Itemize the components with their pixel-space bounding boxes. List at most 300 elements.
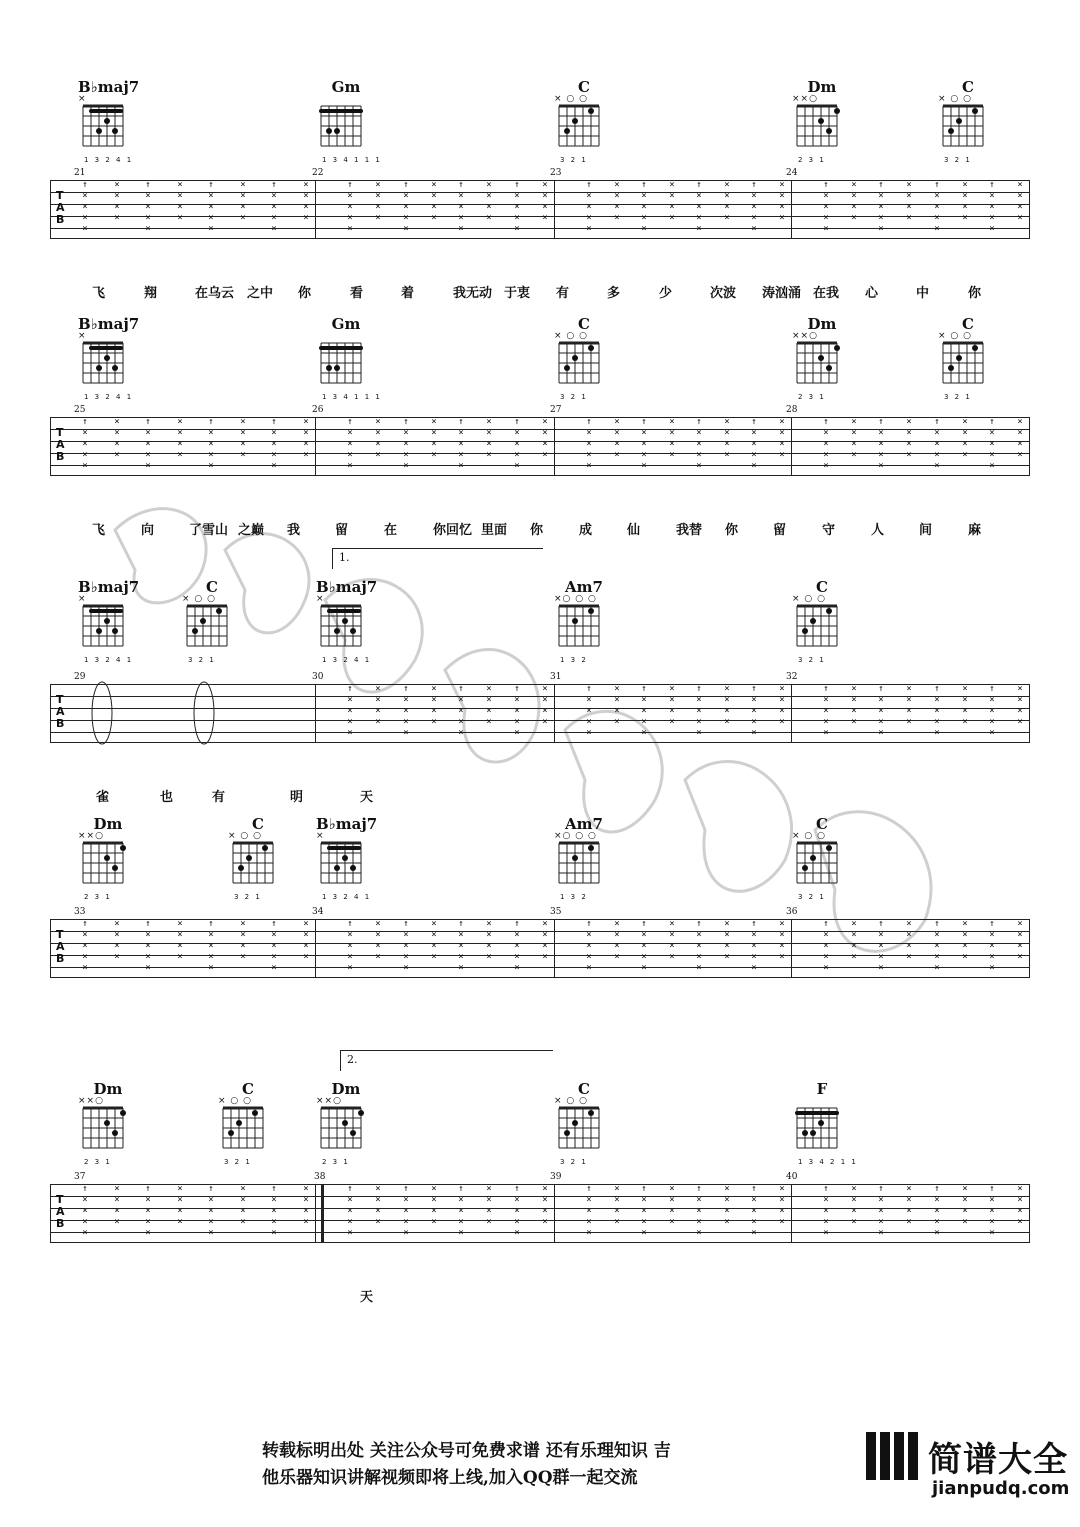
lyric-syllable: 飞 bbox=[92, 523, 106, 538]
strum-stroke: ↑ × × × × bbox=[586, 919, 592, 973]
strum-stroke: ↑ × × × × bbox=[751, 919, 757, 973]
chord-name: Am7 bbox=[565, 578, 603, 596]
lyric-syllable: 着 bbox=[401, 286, 415, 301]
strum-stroke: ↑ × × × × bbox=[403, 417, 409, 471]
chord-fretboard bbox=[184, 604, 230, 654]
ending-number: 2. bbox=[347, 1053, 358, 1066]
tab-clef-b: B bbox=[56, 952, 65, 965]
strum-stroke: × × × × bbox=[724, 180, 730, 223]
strum-stroke: × × × × bbox=[431, 684, 437, 727]
strum-stroke: ↑ × × × × bbox=[989, 1184, 995, 1238]
strum-stroke: ↑ × × × × bbox=[878, 1184, 884, 1238]
chord-fretboard bbox=[794, 841, 840, 891]
strum-stroke: ↑ × × × × bbox=[347, 684, 353, 738]
strum-stroke: ↑ × × × × bbox=[586, 417, 592, 471]
lyric-syllable: 有 bbox=[556, 286, 570, 301]
strum-stroke: × × × × bbox=[431, 1184, 437, 1227]
chord-mutes: × bbox=[316, 594, 325, 604]
lyric-syllable: 也 bbox=[160, 790, 174, 805]
lyric-syllable: 里面 bbox=[481, 523, 508, 538]
strum-stroke: × × × × bbox=[240, 1184, 246, 1227]
lyric-syllable: 麻 bbox=[968, 523, 982, 538]
chord-name: Dm bbox=[93, 815, 123, 833]
strum-stroke: × × × × bbox=[177, 417, 183, 460]
chord-mutes: ××○ bbox=[316, 1096, 342, 1106]
strum-stroke: ↑ × × × × bbox=[696, 919, 702, 973]
chord-fingering: 1 3 2 4 1 bbox=[84, 393, 134, 401]
strum-stroke: × × × × bbox=[851, 684, 857, 727]
chord-fretboard bbox=[318, 604, 364, 654]
tab-clef-a: A bbox=[56, 438, 65, 451]
bar-number: 22 bbox=[312, 168, 324, 178]
strum-stroke: × × × × bbox=[851, 1184, 857, 1227]
strum-stroke: × × × × bbox=[614, 417, 620, 460]
strum-stroke: ↑ × × × × bbox=[586, 1184, 592, 1238]
chord-name: Gm bbox=[331, 315, 361, 333]
chord-mutes: × bbox=[316, 831, 325, 841]
strum-stroke: ↑ × × × × bbox=[641, 684, 647, 738]
tab-clef-b: B bbox=[56, 450, 65, 463]
strum-stroke: ↑ × × × × bbox=[403, 684, 409, 738]
strum-stroke: × × × × bbox=[486, 417, 492, 460]
lyric-syllable: 留 bbox=[773, 523, 787, 538]
chord-mutes: × ○ ○ bbox=[228, 831, 262, 841]
chord-mutes: ×○ ○ ○ bbox=[554, 594, 597, 604]
tab-clef-a: A bbox=[56, 1205, 65, 1218]
strum-stroke: × × × × bbox=[779, 1184, 785, 1227]
chord-fingering: 3 2 1 bbox=[944, 156, 972, 164]
chord-mutes: × ○ ○ bbox=[938, 94, 972, 104]
tab-clef-b: B bbox=[56, 717, 65, 730]
strum-stroke: × × × × bbox=[303, 417, 309, 460]
lyric-syllable: 人 bbox=[871, 523, 885, 538]
strum-stroke: × × × × bbox=[240, 417, 246, 460]
strum-stroke: ↑ × × × × bbox=[145, 180, 151, 234]
lyric-syllable: 次波 bbox=[710, 286, 737, 301]
bar-number: 39 bbox=[550, 1172, 562, 1182]
lyric-syllable: 天 bbox=[360, 1290, 374, 1305]
strum-stroke: ↑ × × × × bbox=[271, 417, 277, 471]
chord-fingering: 3 2 1 bbox=[560, 1158, 588, 1166]
lyric-syllable: 向 bbox=[141, 523, 155, 538]
chord-fretboard bbox=[220, 1106, 266, 1156]
strum-stroke: × × × × bbox=[177, 919, 183, 962]
strum-stroke: ↑ × × × × bbox=[751, 417, 757, 471]
chord-fingering: 1 3 2 bbox=[560, 893, 588, 901]
chord-name: B♭maj7 bbox=[78, 315, 140, 333]
strum-stroke: × × × × bbox=[614, 180, 620, 223]
strum-stroke: × × × × bbox=[114, 180, 120, 223]
tab-clef-a: A bbox=[56, 705, 65, 718]
strum-stroke: ↑ × × × × bbox=[989, 684, 995, 738]
volta-ending bbox=[340, 1050, 553, 1071]
strum-stroke: ↑ × × × × bbox=[641, 1184, 647, 1238]
strum-stroke: × × × × bbox=[1017, 919, 1023, 962]
chord-mutes: ×○ ○ ○ bbox=[554, 831, 597, 841]
lyric-syllable: 中 bbox=[916, 286, 930, 301]
chord-fretboard bbox=[318, 1106, 364, 1156]
strum-stroke: × × × × bbox=[542, 1184, 548, 1227]
strum-stroke: × × × × bbox=[486, 684, 492, 727]
lyric-syllable: 间 bbox=[919, 523, 933, 538]
chord-fingering: 1 3 2 4 1 bbox=[84, 156, 134, 164]
tab-staff bbox=[50, 907, 1030, 977]
strum-stroke: ↑ × × × × bbox=[271, 1184, 277, 1238]
strum-stroke: ↑ × × × × bbox=[751, 1184, 757, 1238]
strum-stroke: ↑ × × × × bbox=[458, 417, 464, 471]
lyric-syllable: 你 bbox=[298, 286, 312, 301]
site-logo[interactable] bbox=[856, 1428, 1080, 1527]
lyric-syllable: 你 bbox=[530, 523, 544, 538]
chord-name: C bbox=[206, 578, 218, 596]
chord-fretboard bbox=[794, 104, 840, 154]
tab-clef-t: T bbox=[56, 928, 64, 941]
strum-stroke: × × × × bbox=[669, 684, 675, 727]
chord-name: F bbox=[816, 1080, 828, 1098]
strum-stroke: ↑ × × × × bbox=[514, 1184, 520, 1238]
chord-fingering: 2 3 1 bbox=[322, 1158, 350, 1166]
arpeggio-mark bbox=[192, 680, 216, 746]
strum-stroke: × × × × bbox=[1017, 684, 1023, 727]
strum-stroke: × × × × bbox=[375, 417, 381, 460]
chord-fingering: 2 3 1 bbox=[84, 893, 112, 901]
strum-stroke: × × × × bbox=[486, 180, 492, 223]
strum-stroke: ↑ × × × × bbox=[934, 417, 940, 471]
strum-stroke: × × × × bbox=[779, 919, 785, 962]
strum-stroke: ↑ × × × × bbox=[823, 1184, 829, 1238]
strum-stroke: × × × × bbox=[542, 180, 548, 223]
chord-mutes: × ○ ○ bbox=[554, 94, 588, 104]
lyric-syllable: 飞 bbox=[92, 286, 106, 301]
strum-stroke: ↑ × × × × bbox=[82, 1184, 88, 1238]
tab-clef-t: T bbox=[56, 426, 64, 439]
strum-stroke: × × × × bbox=[114, 417, 120, 460]
chord-fingering: 2 3 1 bbox=[798, 156, 826, 164]
strum-stroke: × × × × bbox=[375, 180, 381, 223]
chord-fretboard bbox=[318, 104, 364, 154]
chord-name: B♭maj7 bbox=[78, 78, 140, 96]
chord-fingering: 1 3 4 2 1 1 bbox=[798, 1158, 858, 1166]
tab-staff bbox=[50, 405, 1030, 475]
chord-fretboard bbox=[794, 341, 840, 391]
bar-number: 32 bbox=[786, 672, 798, 682]
strum-stroke: ↑ × × × × bbox=[403, 180, 409, 234]
strum-stroke: ↑ × × × × bbox=[823, 684, 829, 738]
chord-fingering: 2 3 1 bbox=[798, 393, 826, 401]
chord-mutes: ××○ bbox=[78, 831, 104, 841]
chord-mutes: × bbox=[78, 94, 87, 104]
chord-name: C bbox=[816, 578, 828, 596]
footer-notice bbox=[262, 1438, 912, 1492]
bar-number: 28 bbox=[786, 405, 798, 415]
strum-stroke: ↑ × × × × bbox=[641, 180, 647, 234]
lyric-syllable: 我替 bbox=[676, 523, 703, 538]
chord-fretboard bbox=[556, 104, 602, 154]
strum-stroke: ↑ × × × × bbox=[403, 919, 409, 973]
strum-stroke: ↑ × × × × bbox=[696, 684, 702, 738]
chord-fretboard bbox=[556, 841, 602, 891]
strum-stroke: × × × × bbox=[240, 180, 246, 223]
strum-stroke: ↑ × × × × bbox=[458, 684, 464, 738]
strum-stroke: ↑ × × × × bbox=[458, 180, 464, 234]
chord-fretboard bbox=[318, 841, 364, 891]
strum-stroke: ↑ × × × × bbox=[347, 180, 353, 234]
chord-name: C bbox=[578, 315, 590, 333]
chord-fretboard bbox=[318, 341, 364, 391]
strum-stroke: × × × × bbox=[303, 1184, 309, 1227]
strum-stroke: × × × × bbox=[724, 1184, 730, 1227]
strum-stroke: ↑ × × × × bbox=[82, 417, 88, 471]
bar-number: 40 bbox=[786, 1172, 798, 1182]
chord-name: C bbox=[578, 78, 590, 96]
chord-fretboard bbox=[556, 604, 602, 654]
bar-number: 26 bbox=[312, 405, 324, 415]
lyric-syllable: 心 bbox=[865, 286, 879, 301]
strum-stroke: × × × × bbox=[375, 919, 381, 962]
strum-stroke: × × × × bbox=[779, 684, 785, 727]
lyric-syllable: 之巅 bbox=[238, 523, 265, 538]
strum-stroke: ↑ × × × × bbox=[934, 919, 940, 973]
chord-name: Dm bbox=[331, 1080, 361, 1098]
bar-number: 38 bbox=[314, 1172, 326, 1182]
chord-mutes: × ○ ○ bbox=[792, 594, 826, 604]
strum-stroke: ↑ × × × × bbox=[145, 919, 151, 973]
strum-stroke: × × × × bbox=[177, 1184, 183, 1227]
chord-mutes: × ○ ○ bbox=[182, 594, 216, 604]
strum-stroke: ↑ × × × × bbox=[696, 180, 702, 234]
strum-stroke: × × × × bbox=[614, 1184, 620, 1227]
strum-stroke: ↑ × × × × bbox=[514, 919, 520, 973]
lyric-syllable: 在 bbox=[384, 523, 398, 538]
bar-number: 31 bbox=[550, 672, 562, 682]
strum-stroke: × × × × bbox=[669, 919, 675, 962]
strum-stroke: ↑ × × × × bbox=[934, 684, 940, 738]
strum-stroke: × × × × bbox=[177, 180, 183, 223]
chord-name: C bbox=[252, 815, 264, 833]
strum-stroke: × × × × bbox=[724, 417, 730, 460]
strum-stroke: × × × × bbox=[906, 417, 912, 460]
strum-stroke: ↑ × × × × bbox=[208, 417, 214, 471]
tab-staff bbox=[50, 168, 1030, 238]
bar-number: 34 bbox=[312, 907, 324, 917]
chord-mutes: × ○ ○ bbox=[938, 331, 972, 341]
lyric-syllable: 在乌云 bbox=[195, 286, 235, 301]
lyric-syllable: 了雪山 bbox=[189, 523, 229, 538]
strum-stroke: ↑ × × × × bbox=[514, 417, 520, 471]
chord-name: B♭maj7 bbox=[316, 815, 378, 833]
strum-stroke: ↑ × × × × bbox=[514, 180, 520, 234]
strum-stroke: ↑ × × × × bbox=[82, 919, 88, 973]
strum-stroke: × × × × bbox=[962, 417, 968, 460]
strum-stroke: ↑ × × × × bbox=[751, 684, 757, 738]
bar-number: 35 bbox=[550, 907, 562, 917]
bar-number: 36 bbox=[786, 907, 798, 917]
chord-mutes: × bbox=[78, 594, 87, 604]
chord-mutes: × bbox=[78, 331, 87, 341]
footer-line-2: 他乐器知识讲解视频即将上线,加入QQ群一起交流 bbox=[262, 1468, 638, 1488]
strum-stroke: × × × × bbox=[542, 919, 548, 962]
logo-url: jianpudq.com bbox=[932, 1478, 1070, 1499]
lyric-syllable: 你 bbox=[725, 523, 739, 538]
chord-fingering: 3 2 1 bbox=[188, 656, 216, 664]
chord-fingering: 1 3 2 bbox=[560, 656, 588, 664]
strum-stroke: ↑ × × × × bbox=[82, 180, 88, 234]
chord-name: Dm bbox=[807, 315, 837, 333]
chord-fretboard bbox=[940, 104, 986, 154]
strum-stroke: ↑ × × × × bbox=[641, 417, 647, 471]
tab-clef-a: A bbox=[56, 201, 65, 214]
lyric-syllable: 我 bbox=[287, 523, 301, 538]
chord-fretboard bbox=[794, 1106, 840, 1156]
lyric-syllable: 在我 bbox=[813, 286, 840, 301]
strum-stroke: ↑ × × × × bbox=[514, 684, 520, 738]
strum-stroke: × × × × bbox=[1017, 1184, 1023, 1227]
strum-stroke: ↑ × × × × bbox=[271, 919, 277, 973]
chord-fingering: 1 3 2 4 1 bbox=[84, 656, 134, 664]
strum-stroke: × × × × bbox=[1017, 180, 1023, 223]
chord-fingering: 3 2 1 bbox=[798, 893, 826, 901]
bar-number: 33 bbox=[74, 907, 86, 917]
strum-stroke: ↑ × × × × bbox=[823, 417, 829, 471]
strum-stroke: × × × × bbox=[669, 417, 675, 460]
chord-fingering: 1 3 4 1 1 1 bbox=[322, 393, 382, 401]
chord-fingering: 3 2 1 bbox=[944, 393, 972, 401]
lyric-syllable: 翔 bbox=[144, 286, 158, 301]
chord-fingering: 1 3 4 1 1 1 bbox=[322, 156, 382, 164]
bar-number: 27 bbox=[550, 405, 562, 415]
strum-stroke: ↑ × × × × bbox=[878, 417, 884, 471]
strum-stroke: × × × × bbox=[669, 1184, 675, 1227]
strum-stroke: ↑ × × × × bbox=[586, 180, 592, 234]
lyric-syllable: 有 bbox=[212, 790, 226, 805]
tab-clef-t: T bbox=[56, 189, 64, 202]
strum-stroke: × × × × bbox=[906, 1184, 912, 1227]
chord-name: Dm bbox=[807, 78, 837, 96]
strum-stroke: × × × × bbox=[614, 684, 620, 727]
strum-stroke: × × × × bbox=[906, 919, 912, 962]
strum-stroke: × × × × bbox=[851, 417, 857, 460]
strum-stroke: ↑ × × × × bbox=[751, 180, 757, 234]
chord-fretboard bbox=[556, 341, 602, 391]
chord-name: C bbox=[578, 1080, 590, 1098]
lyric-syllable: 多 bbox=[607, 286, 621, 301]
strum-stroke: ↑ × × × × bbox=[347, 919, 353, 973]
chord-name: C bbox=[242, 1080, 254, 1098]
strum-stroke: × × × × bbox=[486, 1184, 492, 1227]
strum-stroke: × × × × bbox=[962, 180, 968, 223]
strum-stroke: × × × × bbox=[779, 180, 785, 223]
strum-stroke: ↑ × × × × bbox=[208, 1184, 214, 1238]
strum-stroke: × × × × bbox=[375, 1184, 381, 1227]
lyric-syllable: 之中 bbox=[247, 286, 274, 301]
chord-fingering: 2 3 1 bbox=[84, 1158, 112, 1166]
tab-clef-b: B bbox=[56, 1217, 65, 1230]
chord-name: C bbox=[962, 315, 974, 333]
strum-stroke: ↑ × × × × bbox=[347, 417, 353, 471]
lyric-syllable: 看 bbox=[350, 286, 364, 301]
lyric-syllable: 仙 bbox=[627, 523, 641, 538]
chord-fingering: 3 2 1 bbox=[560, 393, 588, 401]
chord-name: C bbox=[962, 78, 974, 96]
chord-fretboard bbox=[80, 1106, 126, 1156]
strum-stroke: × × × × bbox=[779, 417, 785, 460]
strum-stroke: ↑ × × × × bbox=[878, 919, 884, 973]
strum-stroke: × × × × bbox=[431, 919, 437, 962]
tab-staff bbox=[50, 672, 1030, 742]
tab-staff bbox=[50, 1172, 1030, 1242]
chord-fingering: 1 3 2 4 1 bbox=[322, 656, 372, 664]
chord-name: B♭maj7 bbox=[78, 578, 140, 596]
strum-stroke: × × × × bbox=[851, 180, 857, 223]
chord-mutes: × ○ ○ bbox=[792, 831, 826, 841]
strum-stroke: ↑ × × × × bbox=[878, 180, 884, 234]
lyric-syllable: 天 bbox=[360, 790, 374, 805]
tab-clef-t: T bbox=[56, 693, 64, 706]
strum-stroke: ↑ × × × × bbox=[208, 919, 214, 973]
chord-fingering: 1 3 2 4 1 bbox=[322, 893, 372, 901]
chord-fretboard bbox=[80, 841, 126, 891]
strum-stroke: ↑ × × × × bbox=[989, 919, 995, 973]
strum-stroke: ↑ × × × × bbox=[934, 180, 940, 234]
strum-stroke: × × × × bbox=[542, 684, 548, 727]
strum-stroke: × × × × bbox=[906, 180, 912, 223]
strum-stroke: ↑ × × × × bbox=[458, 1184, 464, 1238]
lyric-syllable: 涛汹涌 bbox=[762, 286, 802, 301]
strum-stroke: ↑ × × × × bbox=[145, 1184, 151, 1238]
chord-mutes: ××○ bbox=[792, 94, 818, 104]
bar-number: 24 bbox=[786, 168, 798, 178]
tab-clef-t: T bbox=[56, 1193, 64, 1206]
lyric-syllable: 于衷 bbox=[504, 286, 531, 301]
strum-stroke: × × × × bbox=[114, 919, 120, 962]
lyric-syllable: 留 bbox=[335, 523, 349, 538]
strum-stroke: × × × × bbox=[431, 180, 437, 223]
strum-stroke: ↑ × × × × bbox=[458, 919, 464, 973]
strum-stroke: ↑ × × × × bbox=[823, 919, 829, 973]
strum-stroke: × × × × bbox=[114, 1184, 120, 1227]
strum-stroke: ↑ × × × × bbox=[641, 919, 647, 973]
chord-mutes: ××○ bbox=[792, 331, 818, 341]
strum-stroke: ↑ × × × × bbox=[989, 417, 995, 471]
bar-number: 37 bbox=[74, 1172, 86, 1182]
strum-stroke: ↑ × × × × bbox=[347, 1184, 353, 1238]
chord-fingering: 3 2 1 bbox=[560, 156, 588, 164]
strum-stroke: ↑ × × × × bbox=[823, 180, 829, 234]
chord-name: Dm bbox=[93, 1080, 123, 1098]
strum-stroke: × × × × bbox=[962, 1184, 968, 1227]
strum-stroke: × × × × bbox=[431, 417, 437, 460]
chord-mutes: ××○ bbox=[78, 1096, 104, 1106]
strum-stroke: ↑ × × × × bbox=[586, 684, 592, 738]
chord-fretboard bbox=[230, 841, 276, 891]
strum-stroke: ↑ × × × × bbox=[696, 417, 702, 471]
chord-name: B♭maj7 bbox=[316, 578, 378, 596]
lyric-syllable: 少 bbox=[659, 286, 673, 301]
strum-stroke: × × × × bbox=[724, 919, 730, 962]
chord-name: C bbox=[816, 815, 828, 833]
strum-stroke: × × × × bbox=[303, 180, 309, 223]
chord-fretboard bbox=[940, 341, 986, 391]
lyric-syllable: 雀 bbox=[96, 790, 110, 805]
strum-stroke: ↑ × × × × bbox=[145, 417, 151, 471]
strum-stroke: ↑ × × × × bbox=[696, 1184, 702, 1238]
strum-stroke: ↑ × × × × bbox=[989, 180, 995, 234]
strum-stroke: × × × × bbox=[724, 684, 730, 727]
strum-stroke: ↑ × × × × bbox=[878, 684, 884, 738]
strum-stroke: ↑ × × × × bbox=[271, 180, 277, 234]
footer-line-1: 转载标明出处 关注公众号可免费求谱 还有乐理知识 吉 bbox=[262, 1441, 671, 1461]
chord-fingering: 3 2 1 bbox=[798, 656, 826, 664]
